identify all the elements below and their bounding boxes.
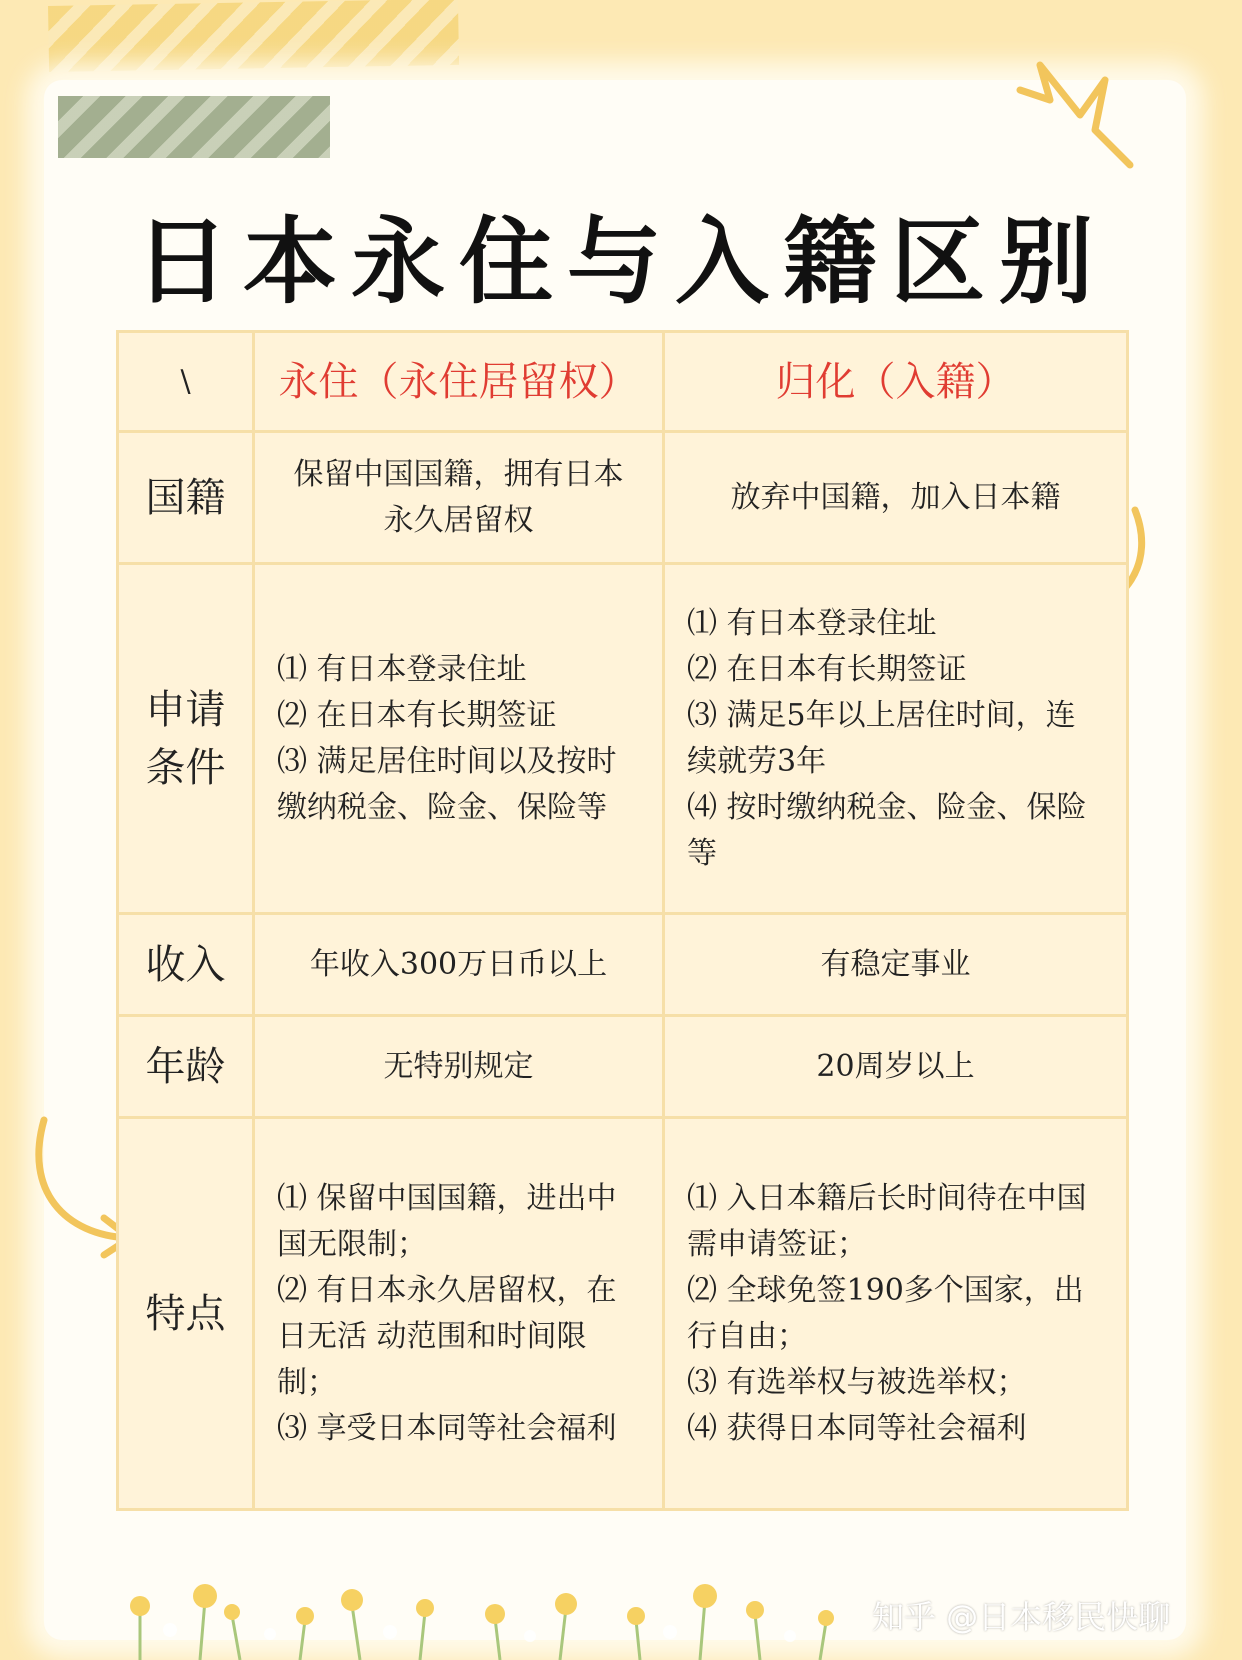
cell-line: ⑵ 在日本有长期签证 [277, 697, 557, 733]
cell-line: 有稳定事业 [820, 946, 971, 982]
table-cell [254, 914, 664, 1016]
row-label-line: 特点 [145, 1290, 226, 1337]
row-label-line: 申请 [145, 686, 226, 733]
cell-line: ⑴ 有日本登录住址 [277, 651, 527, 687]
cell-line: ⑵ 全球免签190多个国家，出行自由； [687, 1272, 1084, 1354]
table-row [118, 432, 1128, 564]
cell-line: ⑶ 有选举权与被选举权； [687, 1364, 1027, 1400]
column-header-permanent-residency: 永住（永住居留权） [254, 332, 664, 432]
cell-line: ⑴ 有日本登录住址 [687, 605, 937, 641]
table-cell [254, 1118, 664, 1510]
table-cell [254, 564, 664, 914]
cell-line: ⑶ 享受日本同等社会福利 [277, 1410, 617, 1446]
cell-line: ⑴ 保留中国国籍，进出中国无限制； [277, 1180, 617, 1262]
table-cell [664, 1118, 1128, 1510]
table-cell [664, 432, 1128, 564]
table-row [118, 914, 1128, 1016]
table-cell [254, 432, 664, 564]
cell-line: 年收入300万日币以上 [309, 946, 608, 982]
corner-cell: \ [118, 332, 254, 432]
sparkle-doodle-icon [1010, 60, 1140, 180]
table-cell [664, 564, 1128, 914]
comparison-table [116, 330, 1129, 1511]
table-row [118, 1118, 1128, 1510]
cell-line: ⑴ 入日本籍后长时间待在中国需申请签证； [687, 1180, 1087, 1262]
cell-line: ⑵ 在日本有长期签证 [687, 651, 967, 687]
row-label-line: 年龄 [145, 1043, 226, 1090]
cell-line: 放弃中国籍，加入日本籍 [730, 479, 1061, 515]
table-header-row [118, 332, 1128, 432]
row-label-line: 收入 [145, 941, 226, 988]
cell-line: 无特别规定 [383, 1048, 534, 1084]
cell-line: ⑶ 满足居住时间以及按时缴纳税金、险金、保险等 [277, 743, 617, 825]
cell-line: ⑷ 按时缴纳税金、险金、保险等 [687, 789, 1087, 871]
row-label-age [118, 1016, 254, 1118]
watermark: 知乎 @日本移民快聊 [872, 1598, 1171, 1636]
row-label-line: 条件 [145, 744, 226, 791]
table-cell [254, 1016, 664, 1118]
table-row [118, 564, 1128, 914]
row-label-nationality [118, 432, 254, 564]
row-label-features [118, 1118, 254, 1510]
cell-line: 20周岁以上 [816, 1048, 975, 1084]
page-title: 日本永住与入籍区别 [134, 208, 1107, 317]
cell-line: 保留中国国籍，拥有日本 [293, 456, 624, 492]
table-cell [664, 914, 1128, 1016]
row-label-income [118, 914, 254, 1016]
cell-line: ⑵ 有日本永久居留权，在日无活 动范围和时间限制； [277, 1272, 617, 1400]
green-washi-tape [58, 96, 330, 158]
table-row [118, 1016, 1128, 1118]
row-label-line: 国籍 [145, 474, 226, 521]
cell-line: ⑷ 获得日本同等社会福利 [687, 1410, 1027, 1446]
column-header-naturalization: 归化（入籍） [664, 332, 1128, 432]
yellow-washi-tape [48, 0, 459, 72]
cell-line: ⑶ 满足5年以上居住时间，连续就劳3年 [687, 697, 1076, 779]
cell-line: 永久居留权 [383, 502, 534, 538]
table-cell [664, 1016, 1128, 1118]
row-label-requirements [118, 564, 254, 914]
